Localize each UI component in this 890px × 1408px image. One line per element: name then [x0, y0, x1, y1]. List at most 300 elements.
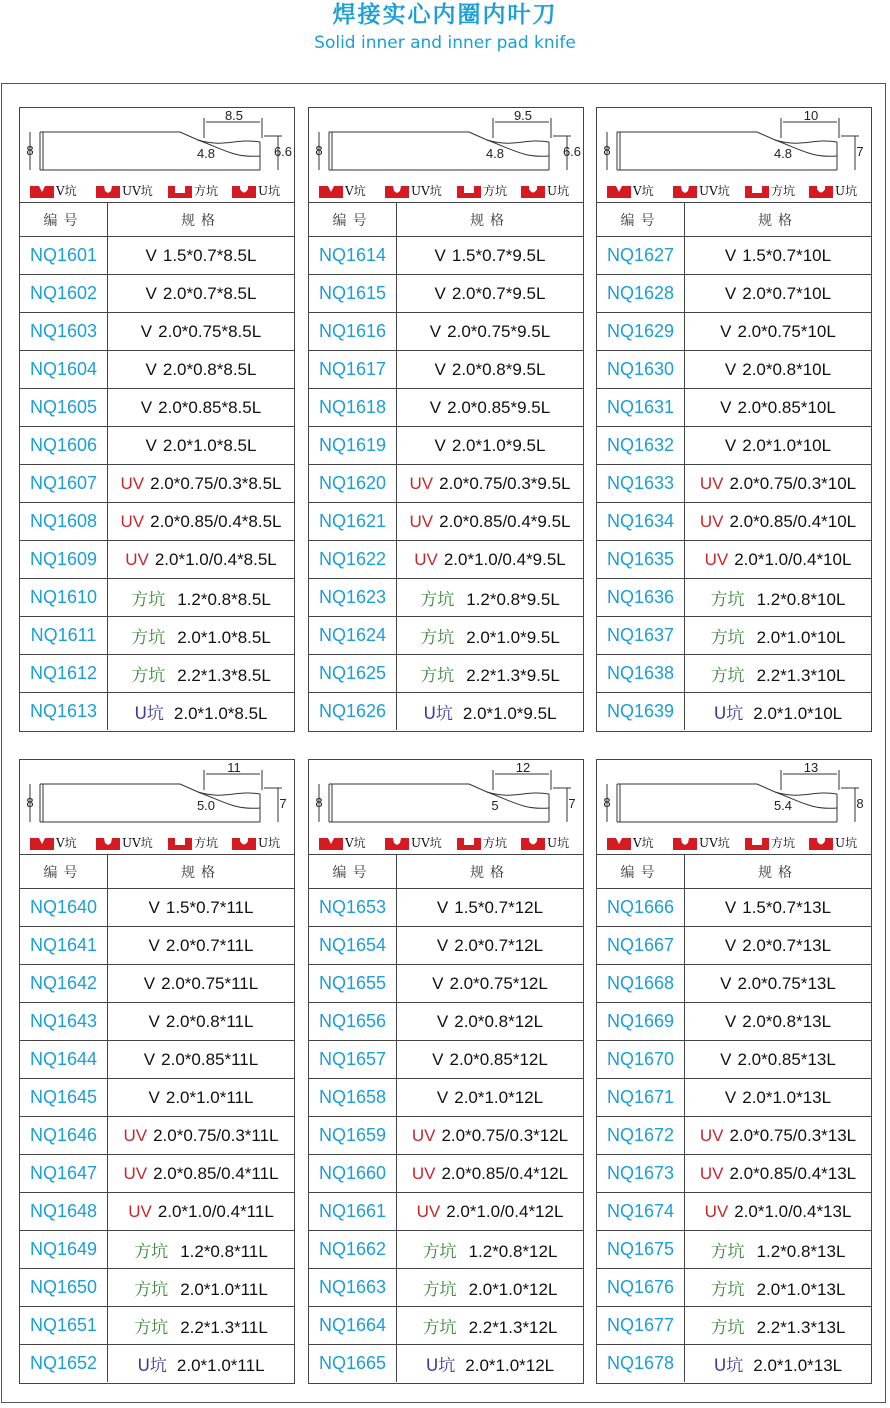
table-row — [20, 237, 294, 275]
product-spec — [108, 1003, 295, 1041]
groove-type: 方坑 — [134, 1318, 169, 1338]
spec-value: 2.0*0.75/0.3*11L — [153, 1125, 279, 1145]
dim-neck-diameter: 5 — [491, 798, 499, 813]
groove-type: 方坑 — [131, 666, 166, 686]
product-code: NQ1636 — [597, 579, 685, 617]
product-spec — [397, 1117, 584, 1155]
groove-type: V — [724, 1087, 737, 1107]
spec-value: 2.0*0.8*11L — [165, 1011, 254, 1031]
legend-label: U坑 — [258, 184, 281, 198]
product-code: NQ1677 — [597, 1307, 685, 1345]
table-row — [20, 1307, 294, 1345]
table-row — [597, 427, 871, 465]
legend-label: V坑 — [56, 836, 77, 850]
legend-label: UV坑 — [699, 184, 730, 198]
spec-panel — [19, 107, 295, 732]
groove-type: V — [724, 935, 737, 955]
dim-length: 13 — [803, 760, 819, 775]
product-code: NQ1621 — [309, 503, 397, 541]
groove-type: V — [148, 935, 160, 955]
column-header-code: 编号 — [597, 203, 685, 237]
groove-legend — [597, 832, 871, 853]
groove-type: 方坑 — [131, 590, 166, 610]
product-spec — [685, 1193, 872, 1231]
table-header-row — [309, 855, 583, 889]
table-row — [597, 965, 871, 1003]
product-spec — [685, 693, 872, 731]
dim-tip-diameter: 7 — [856, 144, 864, 159]
table-row — [597, 465, 871, 503]
spec-value: 2.0*1.0*11L — [176, 1356, 265, 1375]
groove-type: V — [143, 1049, 156, 1069]
spec-panel — [308, 107, 584, 732]
table-row — [20, 389, 294, 427]
table-row — [597, 1079, 871, 1117]
spec-value: 2.2*1.3*9.5L — [466, 666, 560, 685]
spec-value: 2.0*0.7*8.5L — [162, 283, 257, 303]
table-header-row — [20, 203, 294, 237]
product-code: NQ1659 — [309, 1117, 397, 1155]
V-groove-icon — [30, 836, 54, 850]
table-row — [309, 465, 583, 503]
groove-type: V — [434, 359, 446, 379]
product-spec — [108, 1269, 295, 1307]
product-code: NQ1613 — [20, 693, 108, 731]
product-spec — [397, 617, 584, 655]
table-row — [309, 1269, 583, 1307]
product-spec — [108, 1079, 295, 1117]
spec-panel — [596, 759, 872, 1384]
spec-value: 2.0*1.0*12L — [468, 1280, 558, 1299]
product-spec — [397, 313, 584, 351]
table-row — [20, 927, 294, 965]
product-code: NQ1671 — [597, 1079, 685, 1117]
legend-item — [232, 180, 280, 201]
spec-value: 2.0*1.0*10L — [756, 628, 846, 647]
legend-item — [607, 832, 654, 853]
spec-table — [597, 202, 871, 730]
table-row — [309, 693, 583, 731]
product-spec — [685, 1041, 872, 1079]
table-row — [597, 617, 871, 655]
knife-drawing — [309, 108, 583, 180]
column-header-spec: 规格 — [397, 855, 584, 889]
product-code: NQ1633 — [597, 465, 685, 503]
UV-groove-icon — [673, 836, 697, 850]
U-groove-icon — [521, 836, 545, 850]
product-spec — [108, 617, 295, 655]
spec-value: 1.2*0.8*12L — [468, 1242, 558, 1261]
groove-type: V — [436, 897, 449, 917]
product-code: NQ1607 — [20, 465, 108, 503]
groove-legend — [20, 832, 294, 853]
table-row — [309, 389, 583, 427]
product-spec — [397, 927, 584, 965]
table-row — [309, 927, 583, 965]
product-code: NQ1626 — [309, 693, 397, 731]
spec-table — [20, 854, 294, 1382]
groove-type: 方坑 — [710, 628, 745, 648]
legend-label: U坑 — [547, 184, 570, 198]
product-spec — [397, 541, 584, 579]
table-row — [20, 1345, 294, 1383]
table-row — [597, 889, 871, 927]
groove-type: V — [436, 1087, 449, 1107]
spec-value: 1.5*0.7*11L — [165, 897, 254, 917]
table-row — [309, 1307, 583, 1345]
table-row — [309, 313, 583, 351]
U-groove-icon — [521, 184, 545, 198]
spec-value: 2.0*0.75*10L — [737, 321, 836, 341]
groove-type: UV — [409, 511, 434, 531]
spec-value: 2.0*1.0/0.4*11L — [157, 1201, 274, 1221]
groove-type: UV — [128, 1201, 152, 1221]
product-code: NQ1664 — [309, 1307, 397, 1345]
legend-item — [457, 832, 507, 853]
product-spec — [397, 1041, 584, 1079]
table-row — [597, 1307, 871, 1345]
product-spec — [685, 1269, 872, 1307]
spec-value: 2.0*1.0*8.5L — [162, 435, 257, 455]
spec-value: 1.2*0.8*10L — [756, 590, 846, 609]
product-spec — [685, 617, 872, 655]
groove-type: U坑 — [134, 704, 164, 724]
groove-type: V — [145, 359, 157, 379]
product-code: NQ1624 — [309, 617, 397, 655]
product-code: NQ1667 — [597, 927, 685, 965]
table-row — [20, 1003, 294, 1041]
table-row — [597, 351, 871, 389]
table-row — [20, 1193, 294, 1231]
product-spec — [108, 655, 295, 693]
product-spec — [685, 313, 872, 351]
product-code: NQ1663 — [309, 1269, 397, 1307]
table-row — [20, 1117, 294, 1155]
groove-type: V — [436, 935, 449, 955]
legend-item — [673, 832, 730, 853]
groove-type: V — [720, 973, 732, 993]
product-code: NQ1608 — [20, 503, 108, 541]
groove-type: V — [140, 321, 153, 341]
product-code: NQ1653 — [309, 889, 397, 927]
product-code: NQ1673 — [597, 1155, 685, 1193]
table-row — [309, 275, 583, 313]
spec-value: 2.0*0.75*12L — [449, 973, 548, 993]
V-groove-icon — [30, 184, 54, 198]
product-spec — [397, 1307, 584, 1345]
groove-type: U坑 — [713, 704, 744, 724]
product-spec — [685, 1117, 872, 1155]
legend-item — [30, 832, 77, 853]
U-groove-icon — [809, 836, 833, 850]
table-row — [597, 1231, 871, 1269]
table-row — [309, 351, 583, 389]
spec-value: 2.2*1.3*12L — [468, 1318, 558, 1337]
groove-type: V — [148, 1087, 160, 1107]
spec-value: 2.0*0.85/0.4*13L — [729, 1163, 857, 1183]
spec-value: 2.2*1.3*10L — [756, 666, 846, 685]
product-spec — [685, 465, 872, 503]
product-spec — [108, 1117, 295, 1155]
groove-type: UV — [704, 1201, 729, 1221]
column-header-code: 编号 — [20, 203, 108, 237]
table-row — [309, 541, 583, 579]
dim-length: 11 — [227, 760, 241, 775]
dim-shank-diameter: 8 — [603, 143, 611, 158]
legend-label: U坑 — [835, 836, 858, 850]
groove-type: UV — [704, 549, 729, 569]
column-header-code: 编号 — [309, 855, 397, 889]
spec-value: 2.0*1.0*11L — [180, 1280, 268, 1299]
dim-tip-diameter: 6.6 — [562, 144, 582, 159]
product-spec — [397, 693, 584, 731]
dim-shank-diameter: 8 — [315, 795, 323, 810]
product-spec — [685, 1079, 872, 1117]
product-code: NQ1649 — [20, 1231, 108, 1269]
product-spec — [685, 1345, 872, 1383]
groove-type: 方坑 — [710, 1280, 745, 1300]
product-code: NQ1641 — [20, 927, 108, 965]
product-code: NQ1666 — [597, 889, 685, 927]
groove-type: V — [429, 397, 442, 417]
groove-type: UV — [416, 1201, 441, 1221]
product-spec — [397, 427, 584, 465]
table-row — [20, 1155, 294, 1193]
table-row — [309, 1117, 583, 1155]
legend-label: 方坑 — [771, 184, 796, 198]
legend-label: 方坑 — [194, 836, 219, 850]
table-header-row — [597, 855, 871, 889]
spec-value: 2.0*0.8*12L — [454, 1011, 544, 1031]
product-spec — [397, 889, 584, 927]
product-code: NQ1651 — [20, 1307, 108, 1345]
table-row — [309, 1079, 583, 1117]
spec-value: 2.0*0.75*9.5L — [447, 321, 551, 341]
legend-item — [96, 180, 153, 201]
product-code: NQ1604 — [20, 351, 108, 389]
product-spec — [685, 237, 872, 275]
product-code: NQ1669 — [597, 1003, 685, 1041]
column-header-spec: 规格 — [108, 203, 295, 237]
V-groove-icon — [319, 184, 343, 198]
UV-groove-icon — [673, 184, 697, 198]
table-row — [20, 427, 294, 465]
product-code: NQ1660 — [309, 1155, 397, 1193]
product-code: NQ1630 — [597, 351, 685, 389]
product-spec — [108, 1345, 295, 1383]
legend-label: UV坑 — [699, 836, 730, 850]
spec-value: 2.0*0.75/0.3*8.5L — [150, 473, 282, 493]
spec-value: 2.0*0.7*13L — [742, 935, 832, 955]
table-row — [309, 889, 583, 927]
groove-type: V — [434, 435, 446, 455]
product-spec — [397, 465, 584, 503]
page-title: 焊接实心内圈内叶刀 — [332, 2, 558, 28]
spec-value: 2.0*1.0*9.5L — [462, 704, 557, 723]
product-code: NQ1612 — [20, 655, 108, 693]
legend-item — [457, 180, 507, 201]
table-row — [309, 1345, 583, 1383]
UV-groove-icon — [385, 184, 409, 198]
legend-item — [30, 180, 77, 201]
legend-label: UV坑 — [122, 184, 153, 198]
spec-panel — [308, 759, 584, 1384]
legend-label: U坑 — [835, 184, 858, 198]
product-spec — [397, 1155, 584, 1193]
product-spec — [685, 579, 872, 617]
product-spec — [397, 579, 584, 617]
product-code: NQ1634 — [597, 503, 685, 541]
table-header-row — [20, 855, 294, 889]
spec-value: 2.0*1.0*11L — [165, 1087, 254, 1107]
spec-value: 2.0*0.85*9.5L — [447, 397, 551, 417]
table-row — [309, 1003, 583, 1041]
spec-value: 2.0*0.85/0.4*8.5L — [150, 511, 282, 531]
spec-value: 2.0*1.0*10L — [753, 704, 843, 723]
spec-table — [309, 854, 583, 1382]
dim-length: 10 — [803, 108, 819, 123]
spec-table — [309, 202, 583, 730]
product-code: NQ1639 — [597, 693, 685, 731]
product-code: NQ1652 — [20, 1345, 108, 1383]
column-header-code: 编号 — [309, 203, 397, 237]
knife-drawing — [597, 760, 871, 832]
groove-type: V — [720, 321, 732, 341]
groove-type: 方坑 — [420, 590, 455, 610]
product-spec — [397, 503, 584, 541]
table-row — [20, 313, 294, 351]
groove-type: UV — [699, 473, 724, 493]
groove-type: UV — [125, 549, 149, 569]
groove-type: V — [432, 973, 444, 993]
product-code: NQ1627 — [597, 237, 685, 275]
product-code: NQ1614 — [309, 237, 397, 275]
column-header-code: 编号 — [20, 855, 108, 889]
groove-type: V — [434, 283, 446, 303]
dim-length: 8.5 — [224, 108, 244, 123]
table-row — [20, 889, 294, 927]
dim-tip-diameter: 8 — [856, 796, 864, 811]
groove-type: 方坑 — [710, 666, 745, 686]
dim-shank-diameter: 8 — [603, 795, 611, 810]
product-code: NQ1628 — [597, 275, 685, 313]
groove-type: UV — [120, 511, 145, 531]
groove-type: V — [145, 435, 157, 455]
legend-label: V坑 — [345, 836, 366, 850]
spec-value: 2.0*1.0*13L — [753, 1356, 843, 1375]
legend-item — [168, 832, 218, 853]
spec-value: 2.0*0.85*11L — [161, 1049, 259, 1069]
product-spec — [108, 693, 295, 731]
knife-drawing — [20, 108, 294, 180]
table-row — [20, 693, 294, 731]
legend-label: V坑 — [633, 836, 654, 850]
groove-type: V — [436, 1011, 449, 1031]
spec-value: 1.5*0.7*9.5L — [451, 245, 546, 265]
product-spec — [397, 1079, 584, 1117]
product-spec — [108, 1307, 295, 1345]
product-spec — [108, 351, 295, 389]
legend-label: V坑 — [345, 184, 366, 198]
product-code: NQ1661 — [309, 1193, 397, 1231]
table-row — [597, 927, 871, 965]
product-spec — [108, 313, 295, 351]
product-spec — [108, 275, 295, 313]
groove-legend — [309, 832, 583, 853]
column-header-spec: 规格 — [397, 203, 584, 237]
legend-item — [745, 832, 795, 853]
spec-value: 2.0*0.85*10L — [737, 397, 836, 417]
product-code: NQ1606 — [20, 427, 108, 465]
groove-type: UV — [414, 549, 438, 569]
product-code: NQ1610 — [20, 579, 108, 617]
groove-type: 方坑 — [710, 1318, 745, 1338]
spec-value: 2.2*1.3*13L — [756, 1318, 846, 1337]
dim-shank-diameter: 8 — [26, 143, 34, 158]
table-row — [309, 237, 583, 275]
product-spec — [108, 579, 295, 617]
table-row — [597, 1041, 871, 1079]
product-spec — [397, 965, 584, 1003]
product-spec — [685, 503, 872, 541]
product-code: NQ1643 — [20, 1003, 108, 1041]
UV-groove-icon — [96, 184, 120, 198]
groove-type: V — [724, 245, 737, 265]
legend-label: UV坑 — [122, 836, 153, 850]
table-row — [20, 1079, 294, 1117]
product-spec — [108, 1231, 295, 1269]
table-row — [309, 427, 583, 465]
spec-panel — [596, 107, 872, 732]
table-row — [309, 1155, 583, 1193]
spec-value: 2.0*1.0*9.5L — [466, 628, 560, 647]
table-row — [597, 1117, 871, 1155]
table-row — [597, 313, 871, 351]
table-row — [20, 503, 294, 541]
spec-table — [20, 202, 294, 730]
spec-value: 2.0*0.8*8.5L — [162, 359, 257, 379]
legend-label: 方坑 — [483, 836, 508, 850]
groove-type: V — [143, 973, 156, 993]
product-code: NQ1603 — [20, 313, 108, 351]
spec-value: 2.0*0.85/0.4*10L — [729, 511, 857, 531]
groove-legend — [309, 180, 583, 201]
product-code: NQ1642 — [20, 965, 108, 1003]
table-row — [20, 617, 294, 655]
product-spec — [108, 503, 295, 541]
dim-length: 12 — [515, 760, 531, 775]
column-header-spec: 规格 — [685, 855, 872, 889]
product-code: NQ1640 — [20, 889, 108, 927]
spec-value: 2.0*1.0*12L — [465, 1356, 555, 1375]
product-code: NQ1645 — [20, 1079, 108, 1117]
legend-item — [809, 832, 857, 853]
legend-item — [673, 180, 730, 201]
product-code: NQ1655 — [309, 965, 397, 1003]
product-spec — [685, 389, 872, 427]
table-row — [597, 275, 871, 313]
product-spec — [685, 1003, 872, 1041]
groove-type: UV — [699, 1125, 724, 1145]
spec-value: 2.0*0.7*11L — [165, 935, 254, 955]
spec-value: 2.0*0.75/0.3*9.5L — [439, 473, 571, 493]
legend-item — [745, 180, 795, 201]
dim-tip-diameter: 6.6 — [273, 144, 293, 159]
spec-value: 2.0*1.0/0.4*10L — [734, 549, 852, 569]
groove-type: V — [145, 245, 157, 265]
spec-value: 2.0*1.0/0.4*8.5L — [154, 549, 277, 569]
legend-label: UV坑 — [411, 184, 442, 198]
